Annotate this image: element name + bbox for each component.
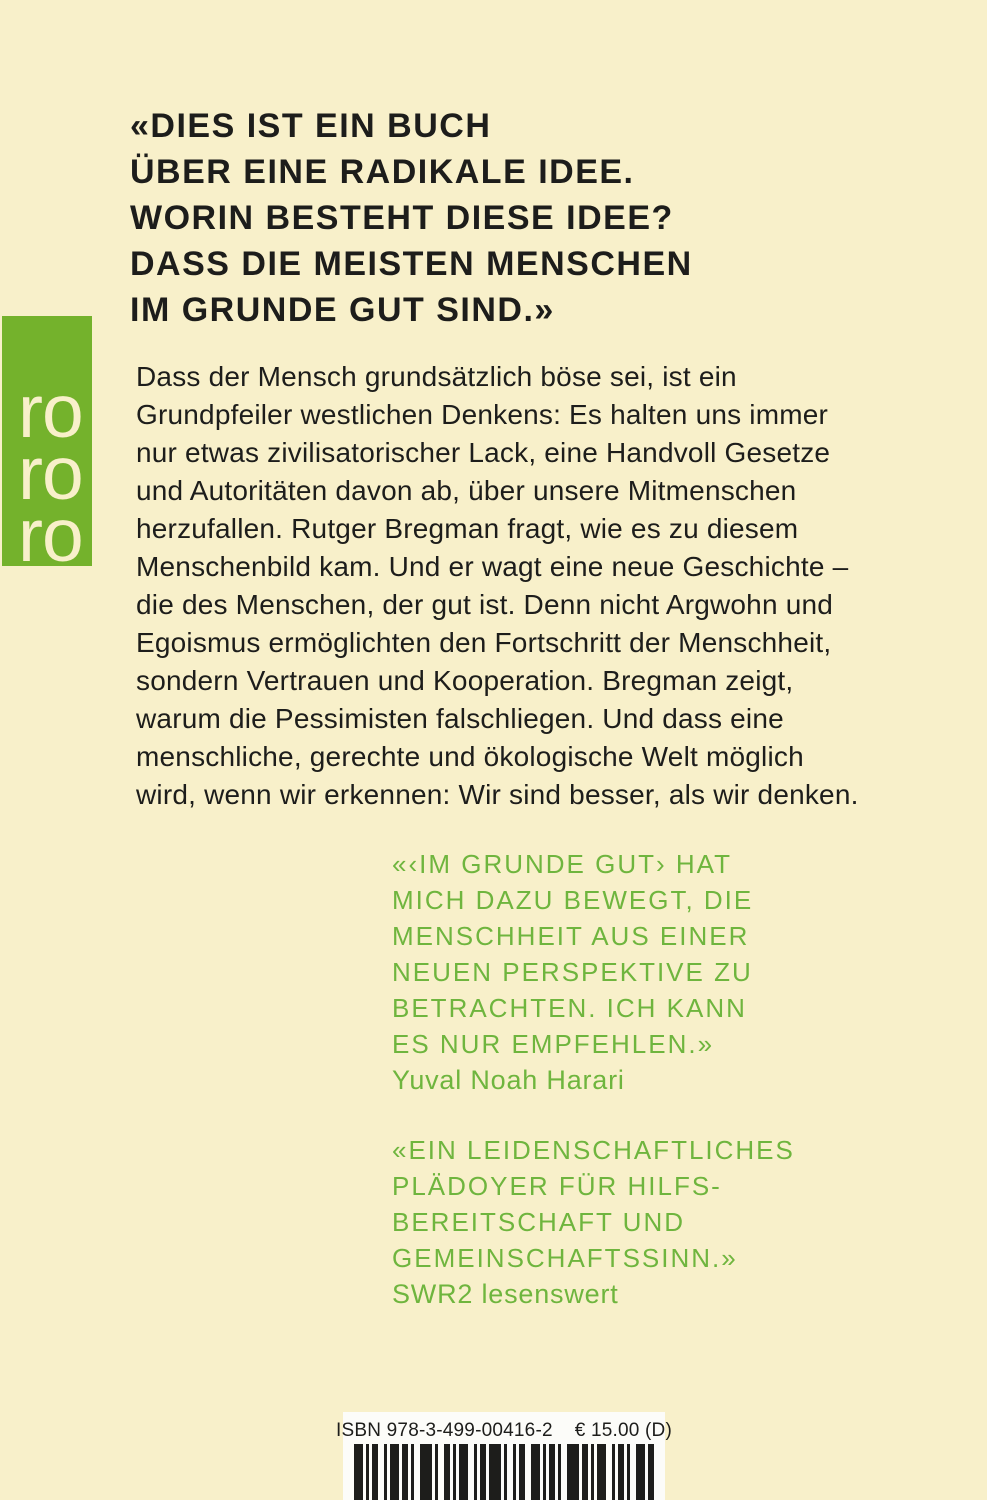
logo-line: ro xyxy=(18,431,83,515)
quote-line: BEREITSCHAFT UND xyxy=(392,1207,685,1237)
blurb-line: herzufallen. Rutger Bregman fragt, wie es zu diesem xyxy=(136,513,799,544)
quote-swr2-text xyxy=(392,1132,795,1276)
headline xyxy=(130,103,693,333)
quote-harari-attribution: Yuval Noah Harari xyxy=(392,1065,625,1095)
rororo-logo xyxy=(2,316,92,566)
headline-line: DASS DIE MEISTEN MENSCHEN xyxy=(130,245,693,283)
quote-line: GEMEINSCHAFTSSINN.» xyxy=(392,1243,738,1273)
quote-line: ES NUR EMPFEHLEN.» xyxy=(392,1029,715,1059)
quote-line: MENSCHHEIT AUS EINER xyxy=(392,921,750,951)
blurb-line: Egoismus ermöglichten den Fortschritt der Menschheit, xyxy=(136,627,832,658)
isbn-barcode-panel xyxy=(336,1412,672,1500)
quote-line: «EIN LEIDENSCHAFTLICHES xyxy=(392,1135,795,1165)
logo-line: ro xyxy=(18,493,83,566)
barcode-bar xyxy=(390,1444,399,1500)
blurb-line: warum die Pessimisten falschliegen. Und dass eine xyxy=(136,703,784,734)
barcode xyxy=(354,1444,654,1500)
barcode-bar xyxy=(636,1444,645,1500)
headline-line: ÜBER EINE RADIKALE IDEE. xyxy=(130,153,635,191)
quote-line: MICH DAZU BEWEGT, DIE xyxy=(392,885,754,915)
blurb-line: und Autoritäten davon ab, über unsere Mitmenschen xyxy=(136,475,797,506)
quote-harari xyxy=(392,846,753,1098)
headline-line: WORIN BESTEHT DIESE IDEE? xyxy=(130,199,674,237)
blurb-line: Dass der Mensch grundsätzlich böse sei, ist ein xyxy=(136,361,737,392)
barcode-bar xyxy=(648,1444,654,1500)
barcode-bar xyxy=(459,1444,468,1500)
quote-line: PLÄDOYER FÜR HILFS- xyxy=(392,1171,722,1201)
barcode-bar xyxy=(567,1444,579,1500)
blurb-line: menschliche, gerechte und ökologische Welt möglich xyxy=(136,741,804,772)
barcode-bar xyxy=(489,1444,501,1500)
isbn-number: ISBN 978-3-499-00416-2 xyxy=(336,1420,553,1441)
price: € 15.00 (D) xyxy=(574,1420,672,1441)
blurb-line: nur etwas zivilisatorischer Lack, eine Handvoll Gesetze xyxy=(136,437,831,468)
blurb-line: Menschenbild kam. Und er wagt eine neue Geschichte – xyxy=(136,551,849,582)
barcode-bar xyxy=(531,1444,540,1500)
logo-line: ro xyxy=(18,369,83,453)
barcode-bar xyxy=(597,1444,606,1500)
blurb-text xyxy=(136,358,859,814)
quote-line: BETRACHTEN. ICH KANN xyxy=(392,993,747,1023)
quote-harari-text xyxy=(392,846,753,1062)
blurb-line: sondern Vertrauen und Kooperation. Bregman zeigt, xyxy=(136,665,794,696)
blurb-line: Grundpfeiler westlichen Denkens: Es halten uns immer xyxy=(136,399,829,430)
barcode-bar xyxy=(420,1444,432,1500)
headline-line: «DIES IST EIN BUCH xyxy=(130,107,492,145)
quote-line: NEUEN PERSPEKTIVE ZU xyxy=(392,957,753,987)
barcode-bar xyxy=(354,1444,363,1500)
quote-swr2-attribution: SWR2 lesenswert xyxy=(392,1279,619,1309)
blurb-line: die des Menschen, der gut ist. Denn nicht Argwohn und xyxy=(136,589,834,620)
blurb-line: wird, wenn wir erkennen: Wir sind besser, als wir denken. xyxy=(136,779,859,810)
quote-swr2 xyxy=(392,1132,795,1312)
headline-line: IM GRUNDE GUT SIND.» xyxy=(130,291,555,329)
quote-line: «‹IM GRUNDE GUT› HAT xyxy=(392,849,732,879)
isbn-price-line xyxy=(336,1419,672,1442)
rororo-logo-text xyxy=(18,369,83,566)
